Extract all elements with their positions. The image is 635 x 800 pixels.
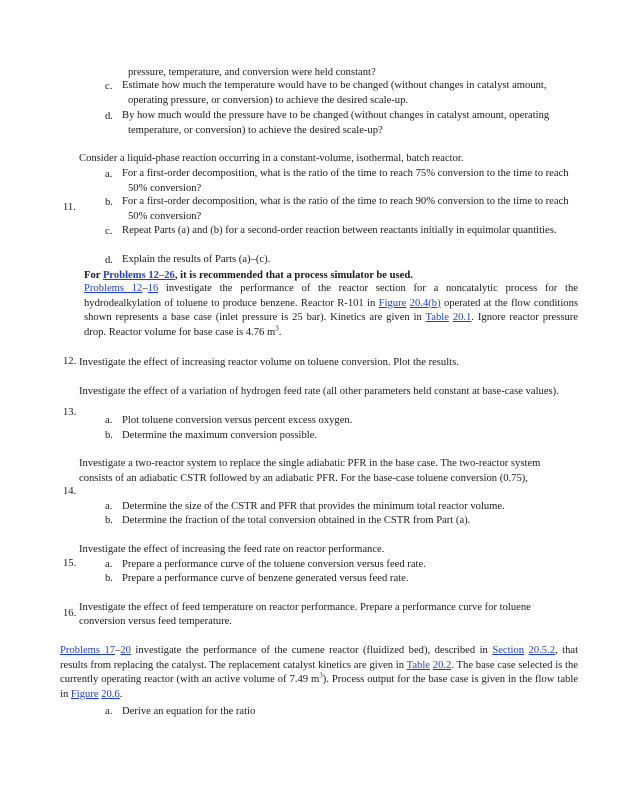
problems-17-link[interactable]: Problems 17 (60, 645, 116, 656)
p11-c-text: Repeat Parts (a) and (b) for a second-order reaction between reactants initially in equimolar quantities. (122, 225, 557, 236)
cubic-superscript: 3 (319, 671, 323, 680)
problems-16-link[interactable]: 16 (147, 283, 159, 294)
cubic-superscript: 3 (275, 323, 279, 332)
p15-b-text: Prepare a performance curve of benzene generated versus feed rate. (122, 573, 409, 584)
problem-12-text: Investigate the effect of increasing reactor volume on toluene conversion. Plot the results. (79, 357, 459, 368)
intro12-text-3: . Ignore reactor pressure drop. Reactor volume for base case is 4.76 m (84, 312, 578, 338)
intro12-text-4: . (278, 326, 282, 338)
dash: – (115, 645, 121, 656)
figure-20-4b-link[interactable]: 20.4(b) (409, 297, 441, 309)
intro17-text-5: . (119, 688, 123, 700)
intro12-text-2: operated at the flow conditions shown represents a base case (inlet pressure is 25 bar). Kinetics are given in (84, 297, 579, 323)
prev-d-letter: d. (105, 111, 113, 122)
problems-20-link[interactable]: 20 (120, 645, 131, 656)
problem-13-number: 13. (63, 407, 77, 418)
p15-a-text: Prepare a performance curve of the toluene conversion versus feed rate. (122, 559, 426, 570)
intro17-text-4: ). Process output for the base case is given in the flow table in (60, 674, 578, 700)
table-link[interactable]: Table (406, 659, 431, 671)
prev-c-letter: c. (105, 81, 113, 92)
section-link[interactable]: Section (492, 645, 525, 656)
problem-11-number: 11. (63, 202, 76, 213)
p13-b-text: Determine the maximum conversion possible. (122, 430, 318, 441)
problem-11-intro: Consider a liquid-phase reaction occurring in a constant-volume, isothermal, batch reactor. (79, 153, 464, 164)
problems-12-26-link[interactable]: Problems 12–26 (102, 270, 175, 281)
dash: – (142, 283, 148, 294)
p13-a-letter: a. (105, 415, 113, 426)
prev-continuation: pressure, temperature, and conversion were held constant? (128, 67, 376, 78)
p11-b-text: For a first-order decomposition, what is the ratio of the time to reach 90% conversion to the time to reach 50% conversion? (122, 196, 569, 222)
problem-16-number: 16. (63, 608, 77, 619)
p15-a-letter: a. (105, 559, 113, 570)
problem-16-text: Investigate the effect of feed temperature on reactor performance. Prepare a performance curve for toluene conversion versus feed temperature. (79, 602, 531, 627)
p11-c-letter: c. (105, 226, 113, 237)
p15-b-letter: b. (105, 573, 113, 584)
p13-b-letter: b. (105, 430, 113, 441)
p11-d-letter: d. (105, 255, 113, 266)
p11-b-letter: b. (105, 197, 113, 208)
p14-b-text: Determine the fraction of the total conversion obtained in the CSTR from Part (a). (122, 515, 471, 526)
p14-a-text: Determine the size of the CSTR and PFR that provides the minimum total reactor volume. (122, 501, 505, 512)
table-20-1-link[interactable]: 20.1 (452, 312, 472, 323)
prev-c-text: Estimate how much the temperature would have to be changed (without changes in catalyst amount, operating pressure, or conversion) to achieve the desired scale-up. (122, 80, 547, 106)
intro-problems-17-20 (60, 644, 578, 702)
prev-d-text: By how much would the pressure have to be changed (without changes in catalyst amount, operating temperature, or conversion) to achieve the desired scale-up? (122, 110, 550, 136)
p17-a-letter: a. (105, 706, 113, 717)
p11-d-text: Explain the results of Parts (a)–(c). (122, 254, 271, 265)
simulator-note-for: For (84, 270, 101, 281)
p14-b-letter: b. (105, 515, 113, 526)
problem-13-text: Investigate the effect of a variation of hydrogen feed rate (all other parameters held constant at base-case values). (79, 386, 559, 397)
intro17-text-3: . The base case selected is the currently operating reactor (with an active volume of 7.49 m (60, 659, 579, 685)
table-20-2-link[interactable]: 20.2 (432, 659, 452, 671)
p17-a-text: Derive an equation for the ratio (122, 706, 256, 717)
simulator-note (84, 269, 413, 282)
problem-14-number: 14. (63, 486, 77, 497)
table-link[interactable]: Table (425, 312, 449, 323)
problem-14-text: Investigate a two-reactor system to replace the single adiabatic PFR in the base case. The two-reactor system consists of an adiabatic CSTR followed by an adiabatic PFR. For the base-case toluene conversion (0.75), (79, 458, 541, 484)
figure-link[interactable]: Figure (378, 297, 407, 309)
figure-20-6-link[interactable]: 20.6 (101, 688, 120, 700)
simulator-note-rest: , it is recommended that a process simulator be used. (174, 270, 413, 281)
figure-link[interactable]: Figure (70, 688, 99, 700)
p14-a-letter: a. (105, 501, 113, 512)
p13-a-text: Plot toluene conversion versus percent excess oxygen. (122, 415, 353, 426)
p11-a-letter: a. (105, 169, 113, 180)
section-20-5-2-link[interactable]: 20.5.2 (528, 645, 556, 656)
intro-problems-12-16 (84, 282, 578, 340)
intro12-text-1: investigate the performance of the reactor section for a noncatalytic process for the hydrodealkylation of toluene to produce benzene. Reactor R-101 in (84, 283, 578, 309)
intro17-text-2: , that results from replacing the catalyst. The replacement catalyst kinetics are given in (60, 645, 579, 671)
intro17-text-1: investigate the performance of the cumene reactor (fluidized bed), described in (130, 645, 493, 656)
problem-15-number: 15. (63, 558, 77, 569)
p11-a-text: For a first-order decomposition, what is the ratio of the time to reach 75% conversion to the time to reach 50% conversion? (122, 168, 569, 194)
problem-15-text: Investigate the effect of increasing the feed rate on reactor performance. (79, 544, 385, 555)
problems-12-link[interactable]: Problems 12 (84, 283, 143, 294)
problem-12-number: 12. (63, 356, 77, 367)
